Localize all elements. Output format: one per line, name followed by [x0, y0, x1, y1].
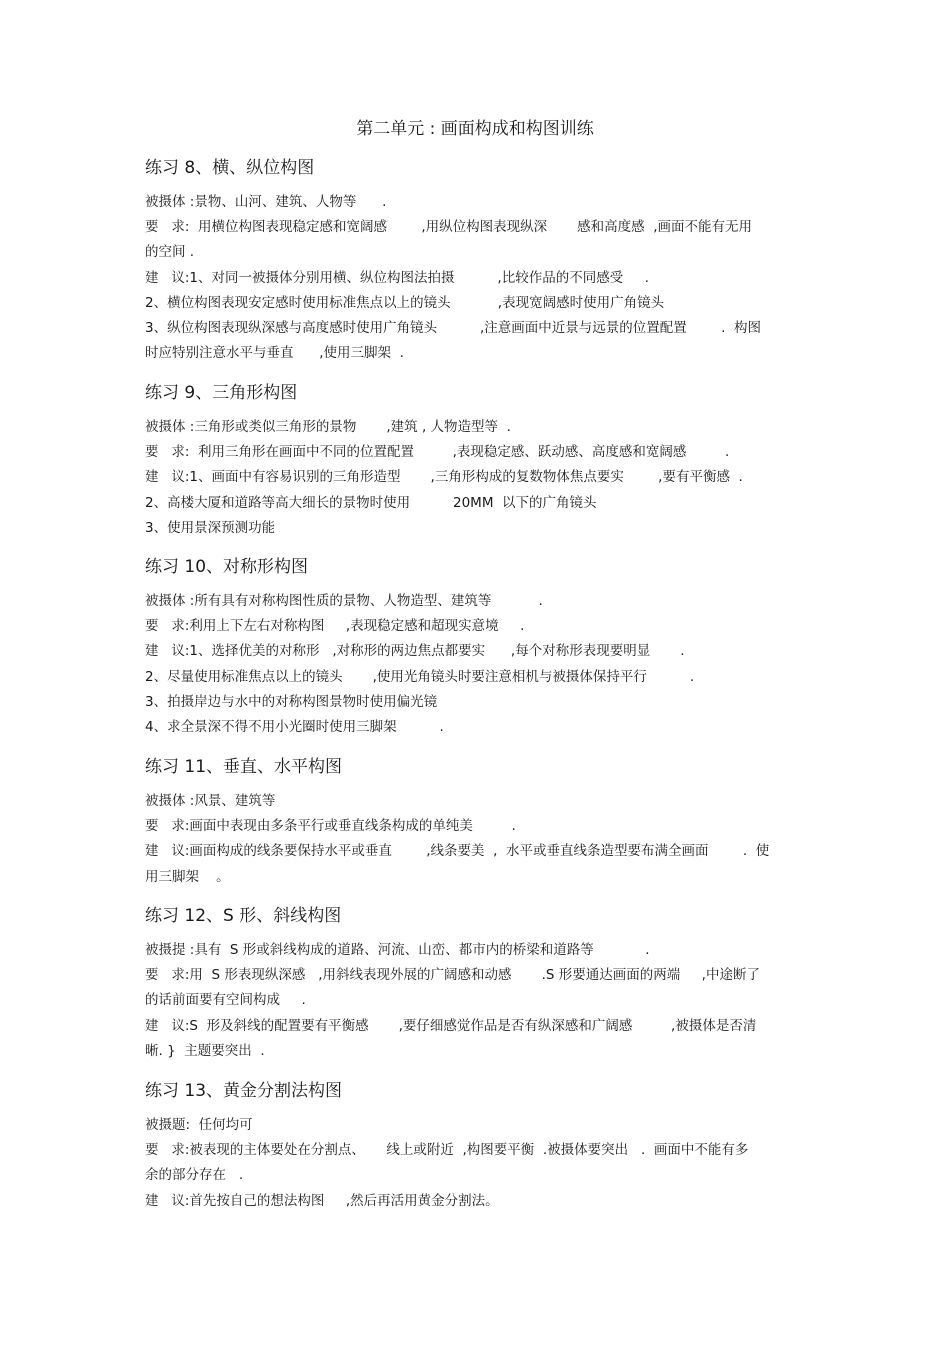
section-exercise-10: [145, 557, 810, 740]
text-line: 被摄提 :具有 S 形或斜线构成的道路、河流、山峦、都市内的桥梁和道路等 .: [145, 942, 650, 958]
text-line: 建 议:1、选择优美的对称形 ,对称形的两边焦点都要实 ,每个对称形表现要明显 .: [145, 643, 685, 660]
text-line: 2、尽量使用标准焦点以上的镜头 ,使用光角镜头时要注意相机与被摄体保持平行 .: [145, 668, 695, 685]
text-line: 4、求全景深不得不用小光圈时使用三脚架 .: [145, 719, 444, 736]
text-line: 要 求:被表现的主体要处在分割点、 线上或附近 ,构图要平衡 .被摄体要突出 . 画面中不能有多: [145, 1142, 749, 1159]
text-line: 余的部分存在 .: [145, 1167, 244, 1184]
text-line: 晰. } 主题要突出 .: [145, 1042, 265, 1059]
text-line: 被摄体 :三角形或类似三角形的景物 ,建筑 , 人物造型等 .: [145, 419, 511, 435]
section-heading: 练习 8、横、纵位构图: [145, 158, 315, 178]
text-line: 要 求: 用横位构图表现稳定感和宽阔感 ,用纵位构图表现纵深 感和高度感 ,画面不能有无用: [145, 219, 753, 236]
section-body: [145, 789, 810, 890]
section-body: [145, 1113, 810, 1214]
text-line: 建 议:1、对同一被摄体分别用横、纵位构图法拍摄 ,比较作品的不同感受 .: [145, 269, 649, 286]
section-heading: 练习 12、S 形、斜线构图: [145, 906, 342, 926]
text-line: 2、横位构图表现安定感时使用标准焦点以上的镜头 ,表现宽阔感时使用广角镜头: [145, 294, 665, 311]
section-exercise-12: [145, 906, 810, 1064]
section-heading: 练习 10、对称形构图: [145, 557, 309, 577]
text-line: 时应特别注意水平与垂直 ,使用三脚架 .: [145, 345, 404, 362]
text-line: 建 议:1、画面中有容易识别的三角形造型 ,三角形构成的复数物体焦点要实 ,要有平衡感 .: [145, 469, 743, 486]
section-body: [145, 190, 810, 366]
section-body: [145, 589, 810, 740]
text-line: 被摄题: 任何均可: [145, 1117, 253, 1133]
text-line: 3、使用景深预测功能: [145, 519, 276, 536]
text-line: 被摄体 :所有具有对称构图性质的景物、人物造型、建筑等 .: [145, 593, 543, 609]
text-line: 的空间 .: [145, 244, 195, 261]
document-title: 第二单元 : 画面构成和构图训练: [356, 119, 594, 139]
text-line: 建 议:首先按自己的想法构图 ,然后再活用黄金分割法。: [145, 1192, 499, 1209]
text-line: 2、高楼大厦和道路等高大细长的景物时使用 20MM 以下的广角镜头: [145, 494, 597, 511]
text-line: 的话前面要有空间构成 .: [145, 992, 306, 1009]
section-body: [145, 415, 810, 541]
text-line: 3、纵位构图表现纵深感与高度感时使用广角镜头 ,注意画面中近景与远景的位置配置 . 构图: [145, 320, 761, 337]
text-line: 要 求:用 S 形表现纵深感 ,用斜线表现外展的广阔感和动感 .S 形要通达画面的两端 ,中途断了: [145, 967, 760, 984]
text-line: 用三脚架 。: [145, 868, 230, 885]
section-exercise-11: [145, 757, 810, 890]
text-line: 要 求: 利用三角形在画面中不同的位置配置 ,表现稳定感、跃动感、高度感和宽阔感 .: [145, 444, 730, 461]
text-line: 建 议:S 形及斜线的配置要有平衡感 ,要仔细感觉作品是否有纵深感和广阔感 ,被摄体是否清: [145, 1017, 757, 1034]
section-heading: 练习 11、垂直、水平构图: [145, 757, 343, 777]
section-exercise-9: [145, 383, 810, 541]
text-line: 3、拍摄岸边与水中的对称构图景物时使用偏光镜: [145, 693, 438, 710]
text-line: 要 求:画面中表现由多条平行或垂直线条构成的单纯美 .: [145, 818, 516, 835]
text-line: 建 议:画面构成的线条要保持水平或垂直 ,线条要美 , 水平或垂直线条造型要布满全画面 . 使: [145, 843, 770, 860]
section-exercise-13: [145, 1081, 810, 1214]
text-line: 要 求:利用上下左右对称构图 ,表现稳定感和超现实意境 .: [145, 618, 525, 635]
section-body: [145, 938, 810, 1064]
text-line: 被摄体 :风景、建筑等: [145, 793, 276, 809]
section-heading: 练习 13、黄金分割法构图: [145, 1081, 343, 1101]
section-heading: 练习 9、三角形构图: [145, 383, 298, 403]
text-line: 被摄体 :景物、山河、建筑、人物等 .: [145, 194, 387, 210]
section-exercise-8: [145, 158, 810, 366]
